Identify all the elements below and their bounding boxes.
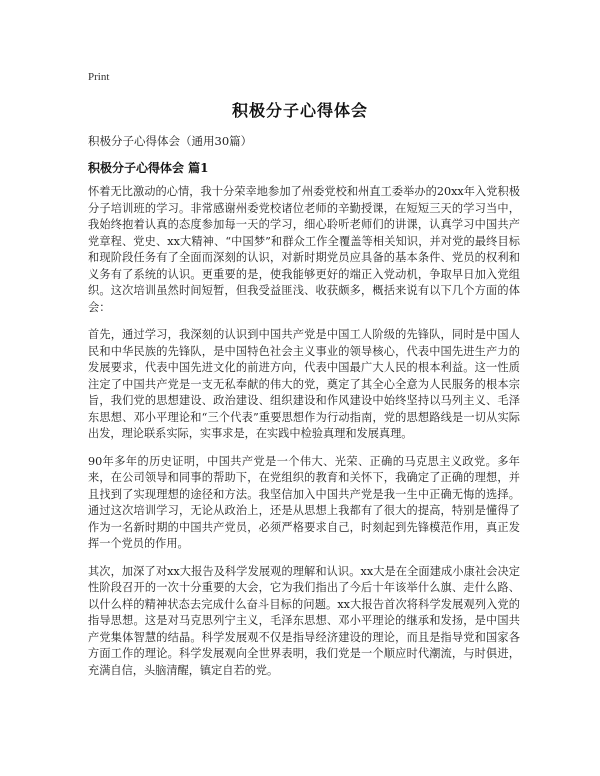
document-subtitle: 积极分子心得体会（通用30篇） (88, 134, 253, 148)
section-heading: 积极分子心得体会 篇1 (88, 161, 209, 175)
paragraph-4: 其次，加深了对xx大报告及科学发展观的理解和认识。xx大是在全面建成小康社会决定性阶段召开的一次十分重要的大会，它为我们指出了今后十年该举什么旗、走什么路、以什么样的精神状态去完成什么奋斗目标的问题。xx大报告首次将科学发展观列入党的指导思想。这是对马克思列宁主义，毛泽东思想、邓小平理论的继承和发扬，是中国共产党集体智慧的结晶。科学发展观不仅是指导经济建设的理论，而且是指导党和国家各方面工作的理论。科学发展观向全世界表明，我们党是一个顺应时代潮流，与时俱进，充满自信，头脑清醒，镇定自若的党。 (88, 564, 520, 677)
document-body (88, 184, 520, 690)
paragraph-3: 90年多年的历史证明，中国共产党是一个伟大、光荣、正确的马克思主义政党。多年来，在公司领导和同事的帮助下，在党组织的教育和关怀下，我确定了正确的理想，并且找到了实现理想的途径和方法。我坚信加入中国共产党是我一生中正确无悔的选择。通过这次培训学习，无论从政治上，还是从思想上我都有了很大的提高，特别是懂得了作为一名新时期的中国共产党员，必须严格要求自己，时刻起到先锋模范作用，真正发挥一个党员的作用。 (88, 454, 520, 550)
paragraph-1: 怀着无比激动的心情，我十分荣幸地参加了州委党校和州直工委举办的20xx年入党积极分子培训班的学习。非常感谢州委党校诸位老师的辛勤授课，在短短三天的学习当中，我始终抱着认真的态度参加每一天的学习，细心聆听老师们的讲课，认真学习中国共产党章程、党史、xx大精神、“中国梦”和群众工作全覆盖等相关知识，并对党的最终目标和现阶段任务有了全面而深刻的认识，对新时期党员应具备的基本条件、党员的权利和义务有了系统的认识。更重要的是，使我能够更好的端正入党动机，争取早日加入党组织。这次培训虽然时间短暂，但我受益匪浅、收获颇多，概括来说有以下几个方面的体会： (88, 185, 520, 314)
document-title: 积极分子心得体会 (231, 101, 368, 120)
print-label: Print (88, 71, 110, 83)
paragraph-2: 首先，通过学习，我深刻的认识到中国共产党是中国工人阶级的先锋队，同时是中国人民和中华民族的先锋队，是中国特色社会主义事业的领导核心，代表中国先进生产力的发展要求，代表中国先进文化的前进方向，代表中国最广大人民的根本利益。这一性质注定了中国共产党是一支无私奉献的伟大的党，奠定了其全心全意为人民服务的根本宗旨，我们党的思想建设、政治建设、组织建设和作风建设中始终坚持以马列主义、毛泽东思想、邓小平理论和“三个代表”重要思想作为行动指南，党的思想路线是一切从实际出发，理论联系实际，实事求是，在实践中检验真理和发展真理。 (88, 328, 520, 440)
